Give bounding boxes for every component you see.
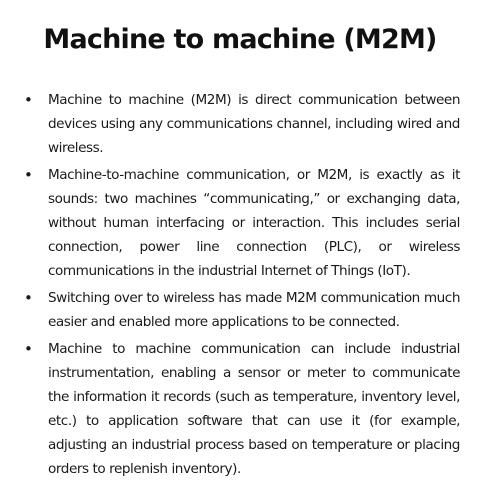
bullet-item <box>24 163 460 283</box>
bullet-item <box>24 337 460 481</box>
bullet-marker: • <box>24 166 33 184</box>
bullet-text: Machine to machine communication can include industrial instrumentation, enabling a sensor or meter to communicate the information it records (such as temperature, inventory level, etc.) to application software that can use it (for example, adjusting an industrial process based on temperature or placing orders to replenish inventory). <box>48 341 460 477</box>
slide-title: Machine to machine (M2M) <box>43 24 437 55</box>
bullet-item <box>24 88 460 160</box>
bullet-item <box>24 286 460 334</box>
bullet-text: Machine to machine (M2M) is direct communication between devices using any communications channel, including wired and wireless. <box>48 92 460 156</box>
bullet-marker: • <box>24 91 33 109</box>
bullet-marker: • <box>24 340 33 358</box>
bullet-text: Switching over to wireless has made M2M communication much easier and enabled more applications to be connected. <box>48 290 460 330</box>
bullet-list <box>24 88 460 484</box>
bullet-marker: • <box>24 289 33 307</box>
bullet-text: Machine-to-machine communication, or M2M, is exactly as it sounds: two machines “communicating,” or exchanging data, without human interfacing or interaction. This includes serial connection, power line connection (PLC), or wireless communications in the industrial Internet of Things (IoT). <box>48 167 460 279</box>
